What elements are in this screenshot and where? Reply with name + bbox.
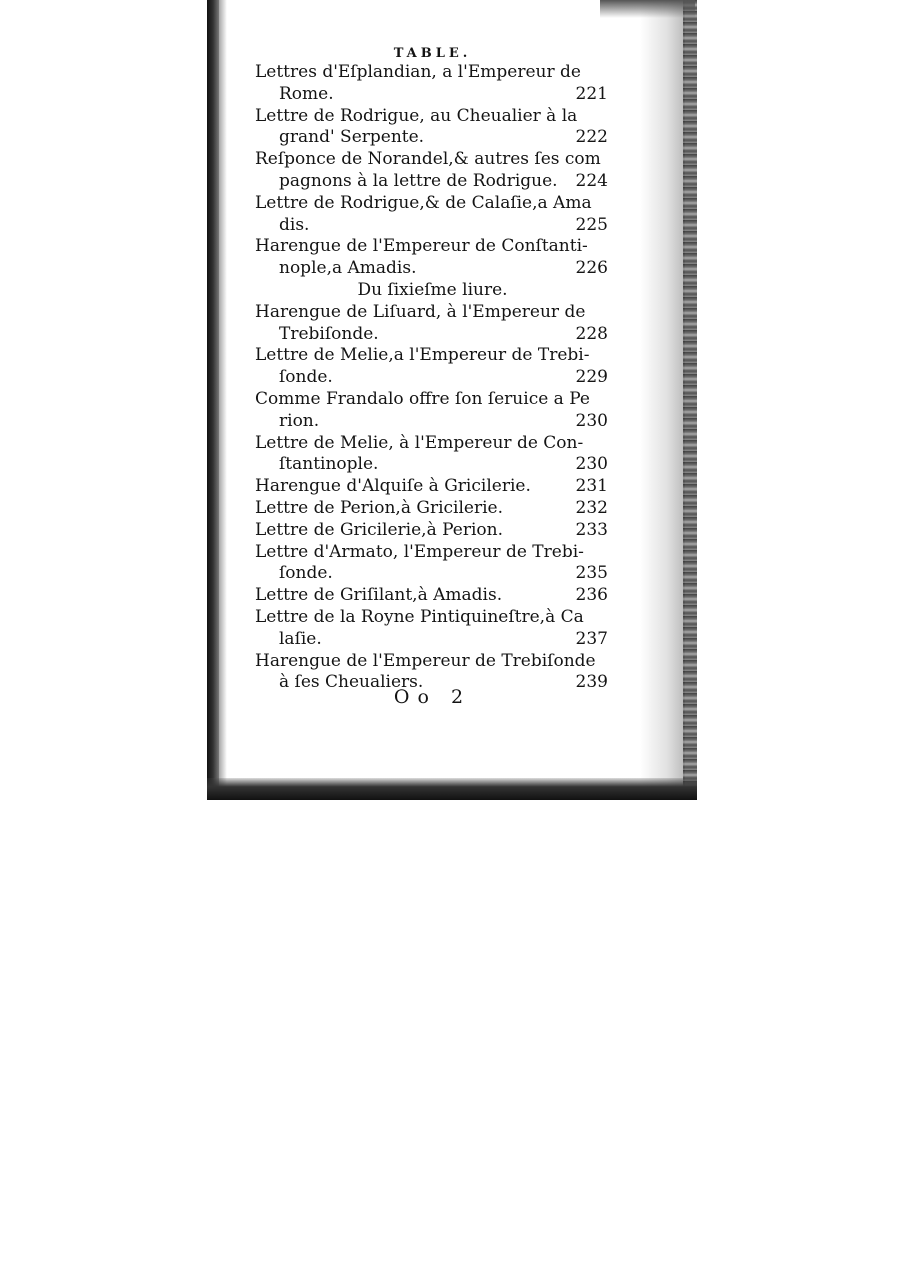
toc-entry <box>255 433 610 477</box>
toc-entry <box>255 476 610 498</box>
toc-entry-page-number: 229 <box>575 367 608 388</box>
toc-entry-text: Harengue de l'Empereur de Trebiſonde <box>255 650 596 671</box>
scan-bottom-edge <box>207 778 697 800</box>
toc-entry-last-line <box>255 324 610 346</box>
toc-entry <box>255 193 610 237</box>
toc-entry <box>255 236 610 280</box>
toc-entry <box>255 302 610 346</box>
section-heading: Du ſixieſme liure. <box>357 279 508 300</box>
toc-entry-text: ſonde. <box>279 563 333 584</box>
toc-entry-page-number: 232 <box>575 497 608 518</box>
toc-entry <box>255 149 610 193</box>
toc-entry-last-line <box>255 563 610 585</box>
toc-entry-text: Trebiſonde. <box>279 323 379 344</box>
toc-entry-page-number: 226 <box>575 258 608 279</box>
toc-entry-text: Lettre de Melie,a l'Empereur de Trebi- <box>255 345 590 366</box>
scan-right-shadow <box>640 0 685 800</box>
toc-entry-text: Lettre de Rodrigue, au Cheualier à la <box>255 105 578 126</box>
toc-entry-text: Reſponce de Norandel,& autres ſes com <box>255 149 601 170</box>
toc-entry-last-line <box>255 215 610 237</box>
toc-entry-text: ſonde. <box>279 367 333 388</box>
toc-entry-page-number: 230 <box>575 454 608 475</box>
toc-entry <box>255 62 610 106</box>
running-header: TABLE. <box>393 46 472 61</box>
toc-entry-page-number: 228 <box>575 323 608 344</box>
toc-entry-text: pagnons à la lettre de Rodrigue. <box>279 170 558 191</box>
toc-entry-text: à ſes Cheualiers. <box>279 672 424 693</box>
toc-entry-text: Lettre de Griſilant,à Amadis. <box>255 585 503 606</box>
table-of-contents <box>255 62 610 694</box>
toc-entry-last-line <box>255 498 610 520</box>
toc-entry-text: Harengue de l'Empereur de Conſtanti- <box>255 236 588 257</box>
scan-left-edge <box>207 0 219 800</box>
signature-mark: Oo 2 <box>393 686 472 708</box>
toc-entry-text: rion. <box>279 410 320 431</box>
toc-entry-last-line <box>255 476 610 498</box>
toc-entry-last-line <box>255 520 610 542</box>
toc-entry-text: Comme Frandalo offre ſon ſeruice a Pe <box>255 388 590 409</box>
toc-entry-last-line <box>255 411 610 433</box>
scan-top-edge <box>600 0 695 18</box>
toc-entry-text: Lettres d'Eſplandian, a l'Empereur de <box>255 62 581 82</box>
toc-entry-text: dis. <box>279 214 310 235</box>
toc-entry-page-number: 235 <box>575 563 608 584</box>
toc-entry-last-line <box>255 84 610 106</box>
toc-entry-last-line <box>255 629 610 651</box>
toc-entry-last-line <box>255 258 610 280</box>
toc-entry-text: nople,a Amadis. <box>279 258 417 279</box>
toc-entry-text: grand' Serpente. <box>279 127 425 148</box>
toc-entry-page-number: 230 <box>575 410 608 431</box>
toc-entry <box>255 498 610 520</box>
toc-entry-page-number: 233 <box>575 519 608 540</box>
book-page <box>255 40 610 720</box>
toc-entry-page-number: 224 <box>575 170 608 191</box>
toc-entry-page-number: 236 <box>575 585 608 606</box>
toc-entry <box>255 106 610 150</box>
toc-entry <box>255 389 610 433</box>
toc-entry <box>255 585 610 607</box>
toc-entry-text: Lettre de Rodrigue,& de Calaſie,a Ama <box>255 192 592 213</box>
toc-entry-text: Harengue d'Alquiſe à Gricilerie. <box>255 476 531 497</box>
toc-entry-text: laſie. <box>279 628 322 649</box>
toc-entry <box>255 345 610 389</box>
toc-entry-page-number: 221 <box>575 83 608 104</box>
toc-entry-text: Lettre de Gricilerie,à Perion. <box>255 519 504 540</box>
toc-entry <box>255 607 610 651</box>
toc-entry-text: Harengue de Liſuard, à l'Empereur de <box>255 301 586 322</box>
toc-entry-page-number: 222 <box>575 127 608 148</box>
toc-entry-last-line <box>255 454 610 476</box>
toc-entry-last-line <box>255 127 610 149</box>
toc-entry-text: Lettre de Perion,à Gricilerie. <box>255 497 504 518</box>
scan-left-shadow <box>219 0 227 800</box>
toc-entry-text: ſtantinople. <box>279 454 379 475</box>
toc-entry-last-line <box>255 367 610 389</box>
toc-entry-page-number: 239 <box>575 672 608 693</box>
toc-entry-last-line <box>255 171 610 193</box>
toc-entry-text: Lettre de la Royne Pintiquineſtre,à Ca <box>255 606 584 627</box>
toc-entry-last-line <box>255 585 610 607</box>
toc-entry-page-number: 237 <box>575 628 608 649</box>
toc-entry-page-number: 225 <box>575 214 608 235</box>
toc-entry-text: Lettre d'Armato, l'Empereur de Trebi- <box>255 541 584 562</box>
toc-entry-text: Rome. <box>279 83 334 104</box>
toc-entry <box>255 520 610 542</box>
scan-right-edge <box>683 0 697 800</box>
toc-entry-text: Lettre de Melie, à l'Empereur de Con- <box>255 432 584 453</box>
toc-entry-page-number: 231 <box>575 476 608 497</box>
toc-entry <box>255 542 610 586</box>
